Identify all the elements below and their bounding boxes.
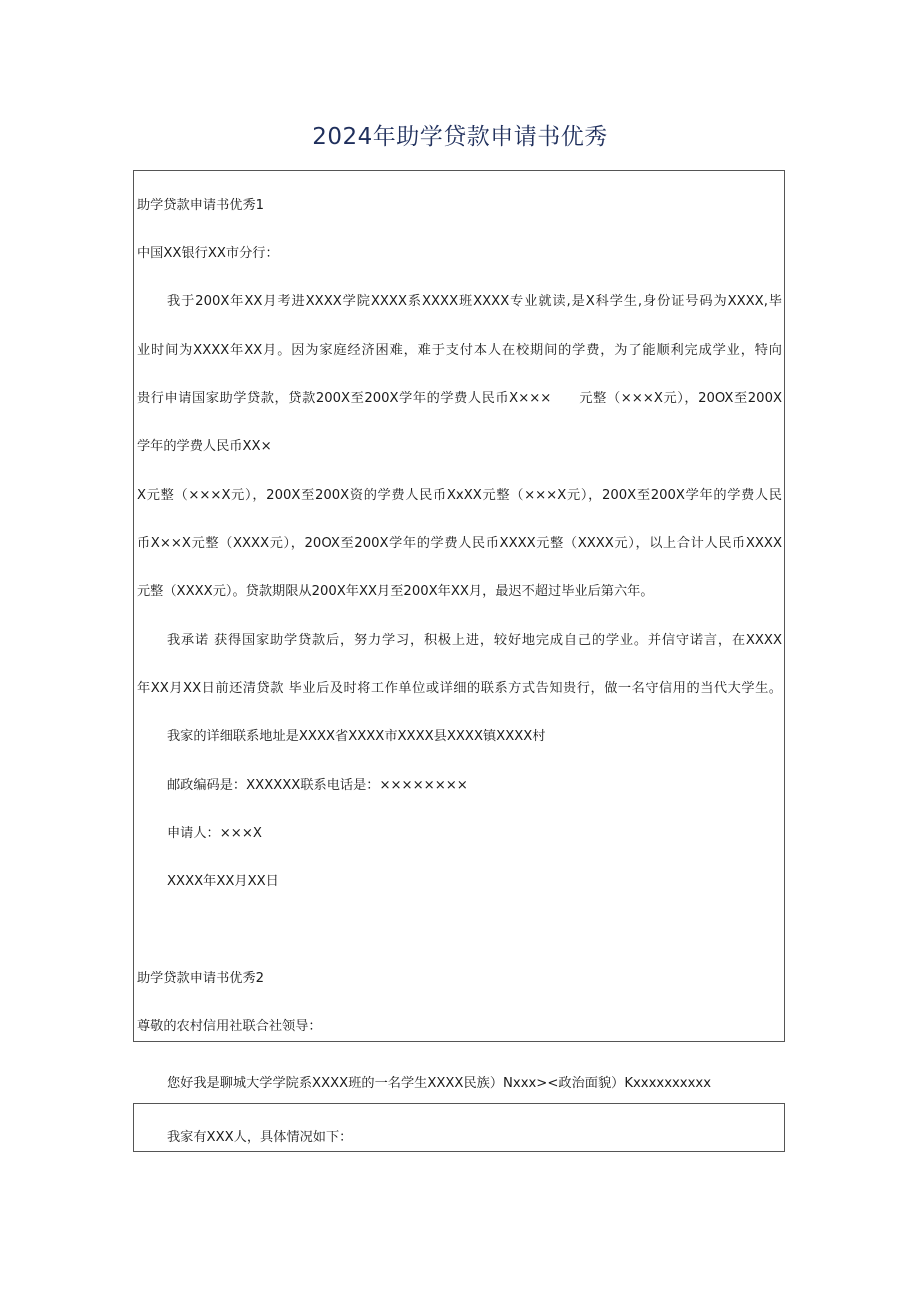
section-heading: 助学贷款申请书优秀2 (137, 971, 265, 986)
paragraph-line: 年XX月XX日前还清贷款 毕业后及时将工作单位或详细的联系方式告知贵行，做一名守信用的当代大学生。 (137, 681, 782, 696)
paragraph-line: 学年的学费人民币XX× (137, 439, 272, 454)
letter-box-2 (133, 1103, 785, 1152)
paragraph-line: X元整（×××X元），200X至200X资的学费人民币XxXX元整（×××X元），200X至200X学年的学费人民 (137, 488, 782, 503)
section-heading: 助学贷款申请书优秀1 (137, 198, 265, 213)
paragraph-line: 业时间为XXXX年XX月。因为家庭经济困难，难于支付本人在校期间的学费，为了能顺利完成学业，特向 (137, 343, 782, 358)
applicant-line: 申请人：×××X (167, 826, 262, 841)
family-line: 我家有XXX人，具体情况如下： (167, 1130, 353, 1145)
paragraph-line: 元整（XXXX元）。贷款期限从200X年XX月至200X年XX月，最迟不超过毕业后第六年。 (137, 584, 654, 599)
page-title: 2024年助学贷款申请书优秀 (312, 124, 608, 150)
intro-line: 您好我是聊城大学学院系XXXX班的一名学生XXXX民族）Nxxx><政治面貌）Kxxxxxxxxxx (167, 1076, 712, 1091)
salutation: 尊敬的农村信用社联合社领导： (137, 1019, 322, 1034)
address-line: 我家的详细联系地址是XXXX省XXXX市XXXX县XXXX镇XXXX村 (167, 729, 546, 744)
paragraph-line: 贵行申请国家助学贷款，贷款200X至200X学年的学费人民币X××× 元整（×××X元），20OX至200X (137, 391, 782, 406)
date-line: XXXX年XX月XX日 (167, 874, 279, 889)
paragraph-line: 币X××X元整（XXXX元），20OX至200X学年的学费人民币XXXX元整（XXXX元），以上合计人民币XXXX (137, 536, 782, 551)
paragraph-line: 我承诺 获得国家助学贷款后，努力学习，积极上进，较好地完成自己的学业。并信守诺言，在XXXX (167, 633, 782, 648)
paragraph-line: 我于200X年XX月考进XXXX学院XXXX系XXXX班XXXX专业就读,是X科学生,身份证号码为XXXX,毕 (167, 294, 782, 309)
salutation: 中国XX银行XX市分行： (137, 246, 279, 261)
contact-line: 邮政编码是：XXXXXX联系电话是：×××××××× (167, 778, 468, 793)
letter-box-1 (133, 170, 785, 1042)
